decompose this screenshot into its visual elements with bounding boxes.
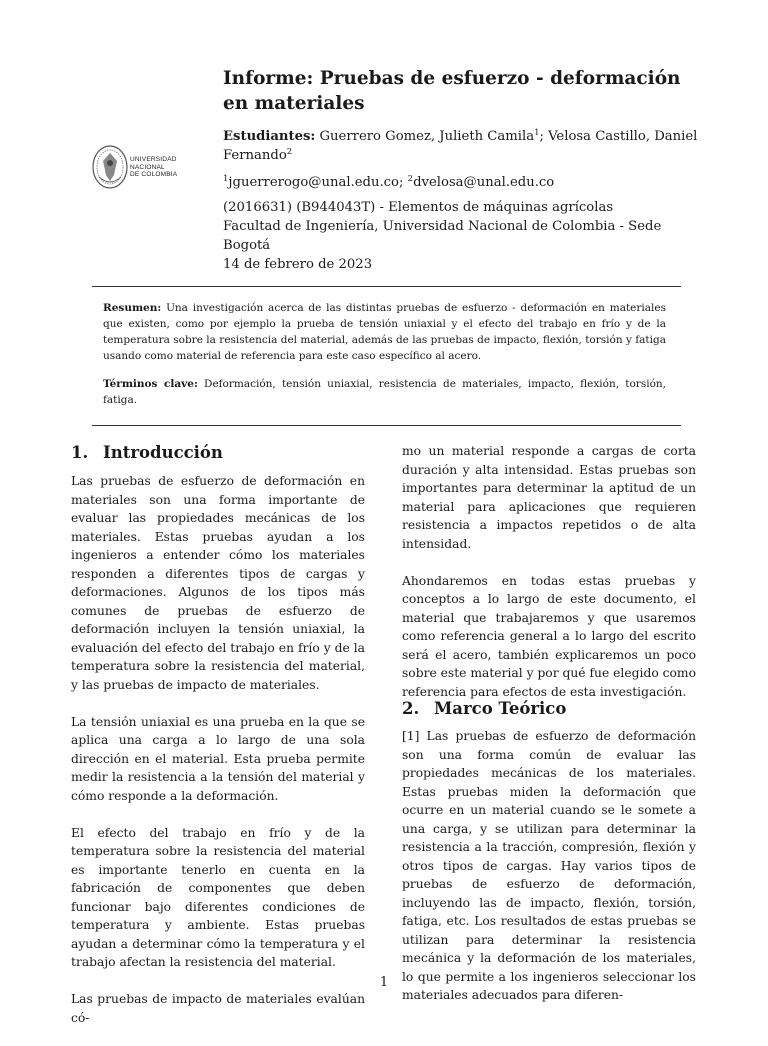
paragraph: mo un material responde a cargas de corta duración y alta intensidad. Estas pruebas son importantes para determinar la aptitud de un material para aplicaciones que requieren resistencia a impactos repetidos o de alta intensidad. — [402, 444, 696, 551]
student-sup-2: 2 — [286, 147, 293, 157]
logo-line-3: DE COLOMBIA — [130, 171, 178, 178]
faculty-line: Facultad de Ingeniería, Universidad Nacional de Colombia - Sede Bogotá — [223, 219, 662, 253]
paragraph: [1] Las pruebas de esfuerzo de deformación son una forma común de evaluar las propiedades mecánicas de los materiales. Estas pruebas miden la deformación que ocurre en un material cuando se le somete a una carga, y se utilizan para determinar la resistencia a la tracción, compresión, flexión y otros tipos de cargas. Hay varios tipos de pruebas de esfuerzo de deformación, incluyendo las de impacto, flexión, torsión, fatiga, etc. Los resultados de estas pruebas se utilizan para determinar la resistencia mecánica y la deformación de los materiales, lo que permite a los ingenieros seleccionar los materiales adecuados para diferen- — [402, 729, 696, 1002]
abstract — [103, 300, 666, 364]
email-sup-2: 2 — [407, 174, 414, 184]
section-title: Marco Teórico — [434, 699, 567, 718]
keywords — [103, 376, 666, 408]
student-sup-1: 1 — [534, 128, 540, 138]
page-number: 1 — [379, 975, 389, 990]
keywords-text: Deformación, tensión uniaxial, resistencia de materiales, impacto, flexión, torsión, fatiga. — [103, 378, 666, 406]
email-sup-1: 1 — [223, 174, 229, 184]
left-column — [71, 472, 365, 1046]
course-codes: (2016631) (B944043T) - Elementos de máquinas agrícolas — [223, 200, 614, 215]
email-1: jguerrerogo@unal.edu.co; — [228, 175, 408, 190]
student-separator: ; — [539, 129, 549, 144]
logo-line-2: NACIONAL — [130, 163, 165, 171]
paragraph: El efecto del trabajo en frío y de la temperatura sobre la resistencia del material es importante tenerlo en cuenta en la fabricación de componentes que deben funcionar bajo diferentes condiciones de temperatura y ambiente. Estas pruebas ayudan a determinar cómo la temperatura y el trabajo afectan la resistencia del material. — [71, 825, 365, 969]
paragraph: Las pruebas de esfuerzo de deformación en materiales son una forma importante de evaluar las propiedades mecánicas de los materiales. Estas pruebas ayudan a los ingenieros a entender cómo los materiales responden a diferentes tipos de cargas y deformaciones. Algunos de los tipos más comunes de pruebas de esfuerzo de deformación incluyen la tensión uniaxial, la evaluación del efecto del trabajo en frío y de la temperatura sobre la resistencia del material, y las pruebas de impacto de materiales. — [71, 474, 365, 692]
abstract-top-rule — [92, 286, 681, 287]
university-logo-text — [130, 156, 177, 179]
university-seal-icon — [90, 143, 130, 191]
course-info — [223, 198, 698, 255]
student-name-2: Velosa Castillo, Daniel Fernando — [223, 129, 698, 163]
paragraph: Las pruebas de impacto de materiales evalúan có- — [71, 992, 365, 1025]
right-column-top — [402, 442, 696, 720]
logo-line-1: UNIVERSIDAD — [130, 156, 177, 163]
abstract-label: Resumen: — [103, 302, 162, 314]
abstract-bottom-rule — [92, 425, 681, 426]
students-label: Estudiantes: — [223, 129, 316, 144]
section-number: 2. — [402, 699, 420, 718]
email-2: dvelosa@unal.edu.co — [413, 175, 555, 190]
section-number: 1. — [71, 443, 89, 462]
student-name-1: Guerrero Gomez, Julieth Camila — [319, 129, 535, 144]
abstract-text: Una investigación acerca de las distintas pruebas de esfuerzo - deformación en materiales que existen, como por ejemplo la prueba de tensión uniaxial y el efecto del trabajo en frío y de la temperatura sobre la resistencia del material, además de las pruebas de impacto, flexión, torsión y fatiga usando como material de referencia para este caso específico al acero. — [103, 302, 666, 362]
students-line — [223, 127, 698, 165]
keywords-label: Términos clave: — [103, 378, 198, 390]
document-date: 14 de febrero de 2023 — [223, 257, 373, 272]
section-heading-marco-teorico — [402, 698, 566, 720]
section-title: Introducción — [103, 443, 223, 462]
emails-line — [223, 173, 698, 192]
document-title: Informe: Pruebas de esfuerzo - deformación en materiales — [223, 68, 681, 114]
section-heading-introduccion — [71, 442, 223, 464]
paragraph: La tensión uniaxial es una prueba en la que se aplica una carga a lo largo de una sola dirección en el material. Esta prueba permite medir la resistencia a la tensión del material y cómo responde a la deformación. — [71, 714, 365, 803]
paragraph: Ahondaremos en todas estas pruebas y conceptos a lo largo de este documento, el material que trabajaremos y que usaremos como referencia general a lo largo del escrito será el acero, también explicaremos un poco sobre este material y por qué fue elegido como referencia para efectos de esta investigación. — [402, 573, 696, 699]
